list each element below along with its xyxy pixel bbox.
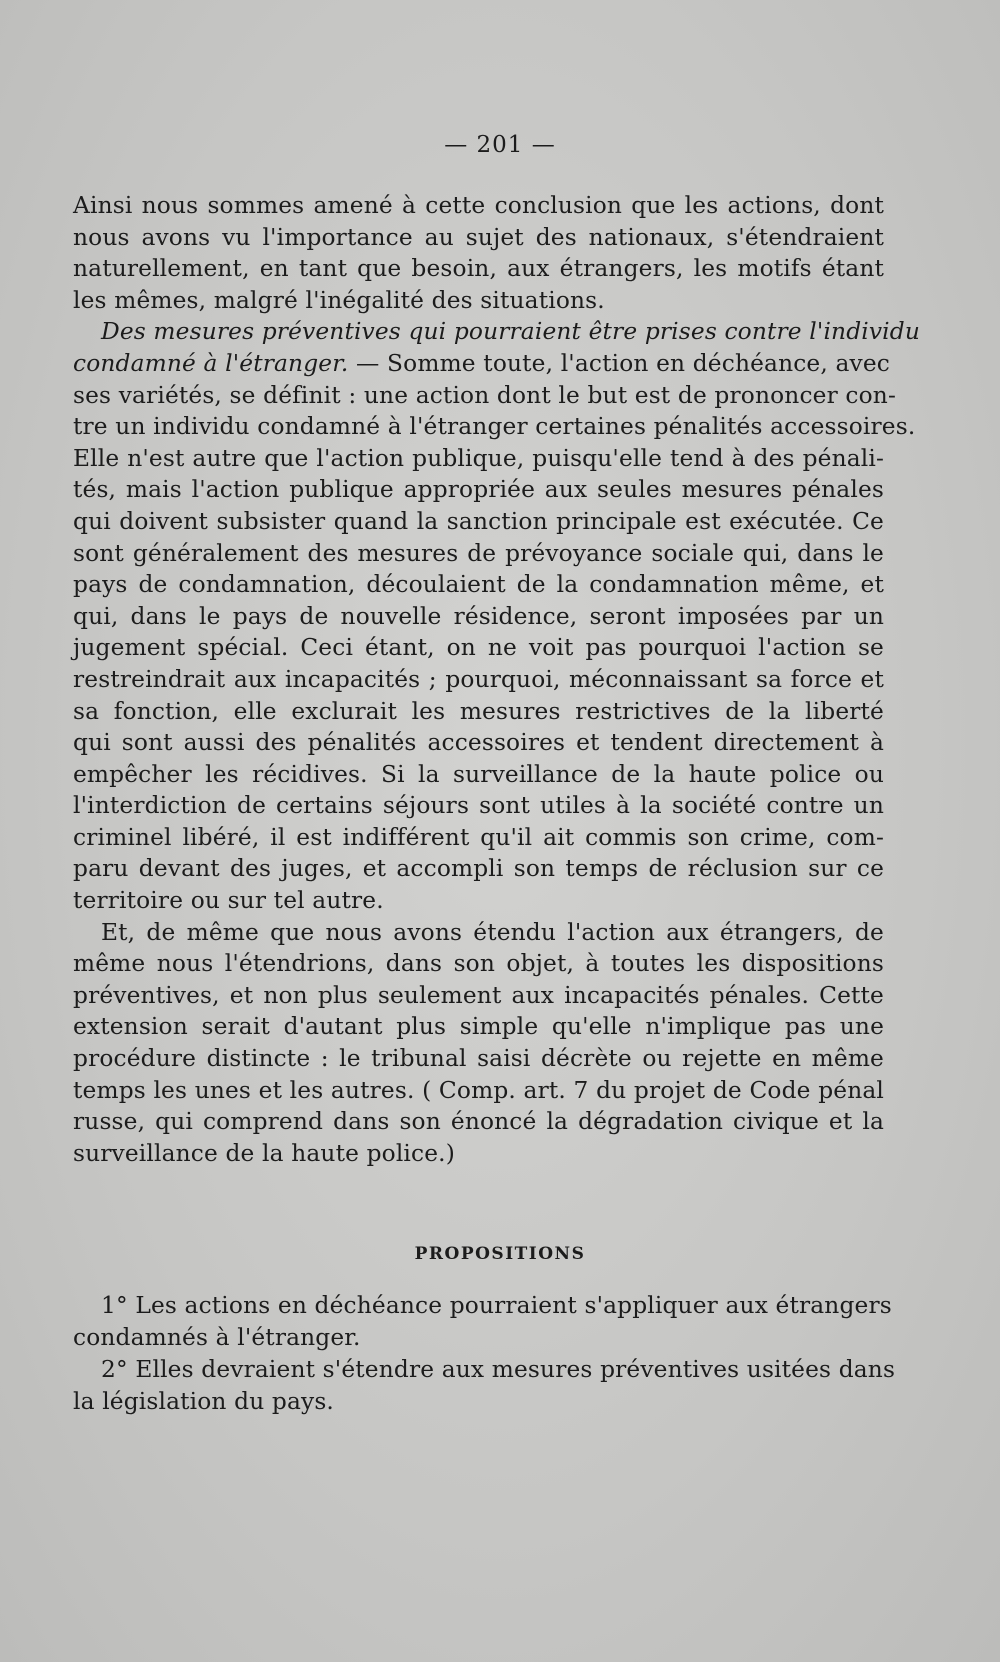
text-line: extension serait d'autant plus simple qu'elle n'implique pas une bbox=[73, 1013, 884, 1041]
text-line: surveillance de la haute police.) bbox=[73, 1139, 455, 1167]
text-line: restreindrait aux incapacités ; pourquoi, méconnaissant sa force et bbox=[73, 665, 884, 693]
page-number: — 201 — bbox=[444, 132, 556, 158]
text-line: même nous l'étendrions, dans son objet, à toutes les dispositions bbox=[73, 950, 884, 978]
text-line: la législation du pays. bbox=[73, 1388, 334, 1415]
text-line: préventives, et non plus seulement aux incapacités pénales. Cette bbox=[73, 981, 884, 1009]
text-line: 2° Elles devraient s'étendre aux mesures préventives usitées dans bbox=[101, 1356, 896, 1383]
text-line: Elle n'est autre que l'action publique, puisqu'elle tend à des pénali- bbox=[73, 444, 884, 472]
text-line: condamnés à l'étranger. bbox=[73, 1324, 361, 1351]
text-line: temps les unes et les autres. ( Comp. art. 7 du projet de Code pénal bbox=[73, 1076, 884, 1104]
text-line: les mêmes, malgré l'inégalité des situations. bbox=[73, 286, 605, 314]
paragraph-1 bbox=[73, 190, 884, 316]
text-line: qui, dans le pays de nouvelle résidence, seront imposées par un bbox=[73, 602, 884, 630]
text-line: criminel libéré, il est indifférent qu'il ait commis son crime, com- bbox=[73, 823, 884, 851]
paragraph-3 bbox=[73, 917, 884, 1170]
text-line: nous avons vu l'importance au sujet des nationaux, s'étendraient bbox=[73, 223, 884, 251]
text-line: paru devant des juges, et accompli son temps de réclusion sur ce bbox=[73, 855, 884, 883]
text-line: qui doivent subsister quand la sanction principale est exécutée. Ce bbox=[73, 507, 884, 535]
text-line: sa fonction, elle exclurait les mesures restrictives de la liberté bbox=[73, 697, 884, 725]
text-line: procédure distincte : le tribunal saisi décrète ou rejette en même bbox=[73, 1045, 884, 1073]
propositions bbox=[73, 1290, 896, 1418]
proposition-2 bbox=[73, 1354, 896, 1418]
text-line: Et, de même que nous avons étendu l'action aux étrangers, de bbox=[101, 918, 884, 946]
text-line: territoire ou sur tel autre. bbox=[73, 887, 384, 915]
text-line-rest: — Somme toute, l'action en déchéance, avec bbox=[348, 349, 890, 377]
section-title: PROPOSITIONS bbox=[414, 1244, 586, 1264]
section-heading-italic: Des mesures préventives qui pourraient être prises contre l'individu bbox=[101, 318, 921, 346]
text-line: 1° Les actions en déchéance pourraient s'appliquer aux étrangers bbox=[101, 1292, 892, 1319]
paragraph-2 bbox=[73, 316, 921, 916]
text-line: sont généralement des mesures de prévoyance sociale qui, dans le bbox=[73, 539, 884, 567]
section-heading-italic-end: condamné à l'étranger. bbox=[73, 349, 349, 377]
text-line: naturellement, en tant que besoin, aux étrangers, les motifs étant bbox=[73, 255, 884, 283]
body-text bbox=[73, 190, 921, 1169]
text-line: russe, qui comprend dans son énoncé la dégradation civique et la bbox=[73, 1108, 884, 1136]
text-line: tés, mais l'action publique appropriée aux seules mesures pénales bbox=[73, 476, 884, 504]
text-line: qui sont aussi des pénalités accessoires et tendent directement à bbox=[73, 729, 884, 757]
proposition-1 bbox=[73, 1290, 892, 1354]
text-line: pays de condamnation, découlaient de la condamnation même, et bbox=[73, 571, 884, 599]
text-line: Ainsi nous sommes amené à cette conclusion que les actions, dont bbox=[73, 192, 884, 219]
text-line: jugement spécial. Ceci étant, on ne voit pas pourquoi l'action se bbox=[73, 634, 884, 662]
text-line: l'interdiction de certains séjours sont utiles à la société contre un bbox=[73, 792, 884, 820]
text-line: empêcher les récidives. Si la surveillance de la haute police ou bbox=[73, 760, 884, 788]
text-line bbox=[73, 348, 890, 380]
text-line: ses variétés, se définit : une action dont le but est de prononcer con- bbox=[73, 381, 896, 409]
text-line: tre un individu condamné à l'étranger certaines pénalités accessoires. bbox=[73, 413, 916, 441]
